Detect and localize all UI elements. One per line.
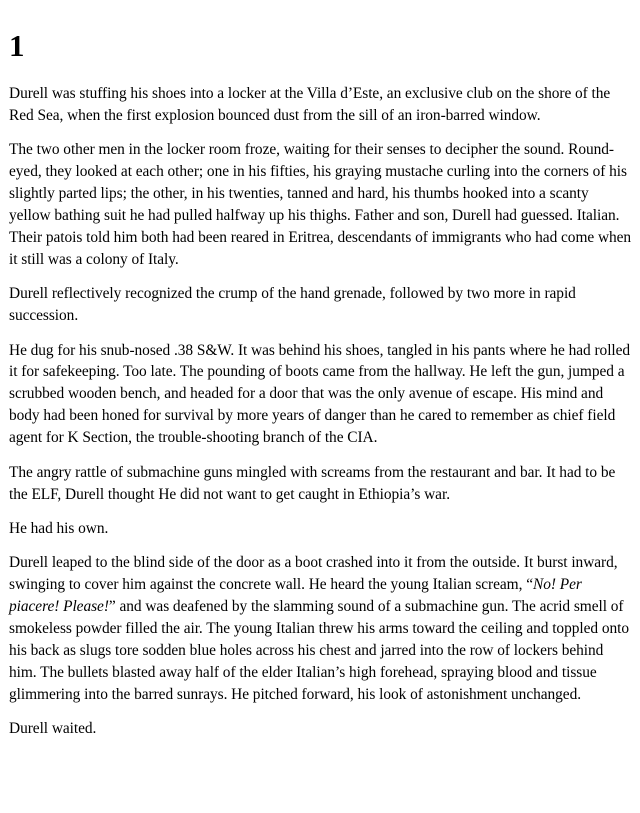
paragraph-3: Durell reflectively recognized the crump of the hand grenade, followed by two more in rapid succession. [9, 285, 576, 325]
paragraph-1: Durell was stuffing his shoes into a locker at the Villa d’Este, an exclusive club on the shore of the Red Sea, when the first explosion bounced dust from the sill of an iron-barred window. [9, 85, 611, 124]
paragraph-2: The two other men in the locker room froze, waiting for their senses to decipher the sound. Round-eyed, they looked at each other; one in his fifties, his graying mustache curling into the corners of his slightly parted lips; the other, in his twenties, tanned and hard, his thumbs hooked into a scanty yellow bathing suit he had pulled halfway up his thighs. Father and son, Durell had guessed. Italian. Their patois told him both had been reared in Eritrea, descendants of immigrants who had come when it still was a colony of Italy. [9, 141, 632, 268]
chapter-number: 1 [9, 28, 25, 63]
paragraph-5: The angry rattle of submachine guns mingled with screams from the restaurant and bar. It had to be the ELF, Durell thought He did not want to get caught in Ethiopia’s war. [9, 463, 616, 503]
paragraph-8: Durell waited. [9, 720, 97, 738]
paragraph-4: He dug for his snub-nosed .38 S&W. It was behind his shoes, tangled in his pants where he had rolled it for safekeeping. Too late. The pounding of boots came from the hallway. He left the gun, jumped a scrubbed wooden bench, and headed for a door that was the only avenue of escape. His mind and body had been honed for survival by more years of danger than he cared to remember as chief field agent for K Section, the trouble-shooting branch of the CIA. [9, 341, 631, 447]
paragraph-6: He had his own. [9, 519, 109, 537]
paragraph-7 [9, 552, 632, 705]
paragraph-7-text-after-quote: ” and was deafened by the slamming sound of a submachine gun. The acrid smell of smokeless powder filled the air. The young Italian threw his arms toward the ceiling and toppled onto his back as slugs tore sodden blue holes across his chest and jarred into the row of lockers behind him. The bullets blasted away half of the elder Italian’s high forehead, spraying blood and tissue glimmering into the barred sunrays. He pitched forward, his look of astonishment unchanged. [9, 598, 629, 703]
document-page [9, 0, 632, 740]
italian-scream-quote: No! Per piacere! Please! [9, 576, 582, 616]
paragraph-7-text-before-quote: Durell leaped to the blind side of the door as a boot crashed into it from the outside. It burst inward, swinging to cover him against the concrete wall. He heard the young Italian scream, “ [9, 554, 618, 594]
